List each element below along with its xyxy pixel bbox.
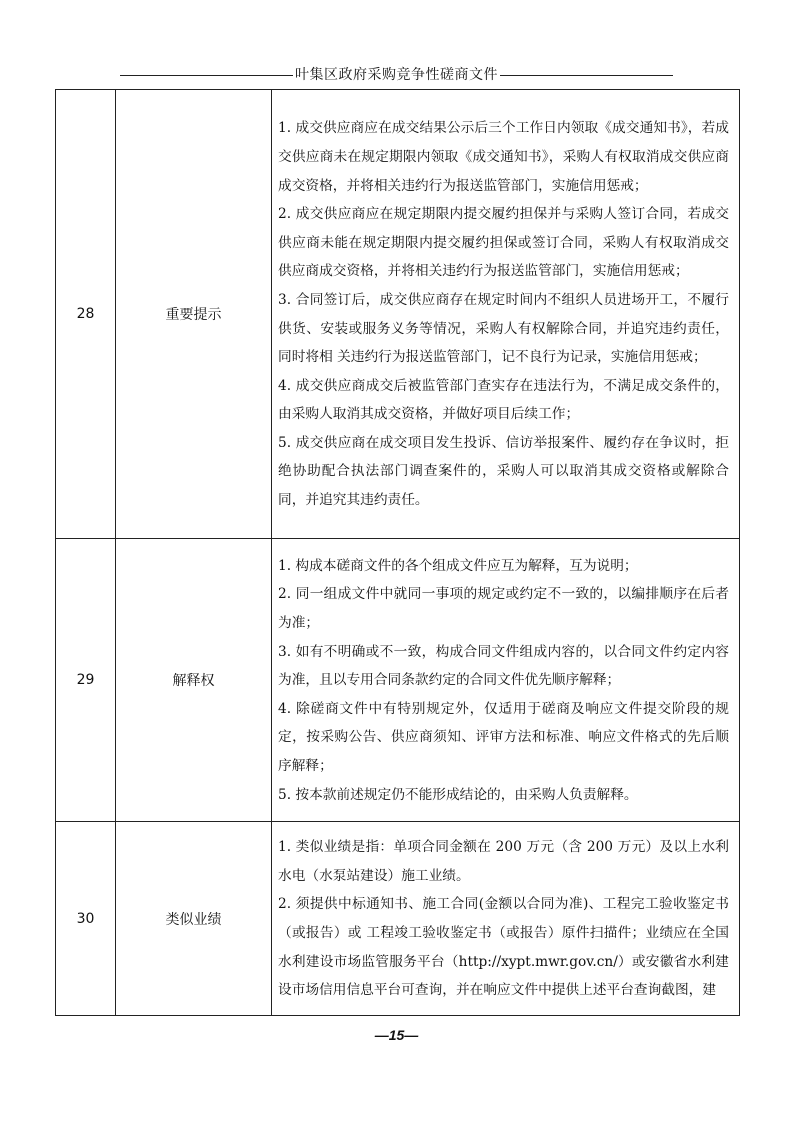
document-header [120, 62, 673, 86]
clause-paragraph: 2. 同一组成文件中就同一事项的规定或约定不一致的，以编排顺序在后者为准； [278, 586, 729, 632]
page-number: —15— [374, 1027, 419, 1043]
clause-paragraph: 4. 除磋商文件中有特别规定外，仅适用于磋商及响应文件提交阶段的规定，按采购公告、供应商须知、评审方法和标准、响应文件格式的先后顺序解释； [278, 700, 729, 774]
clause-content [272, 539, 740, 822]
clause-number: 29 [56, 539, 116, 822]
clause-paragraph: 4. 成交供应商成交后被监管部门查实存在违法行为，不满足成交条件的，由采购人取消其成交资格，并做好项目后续工作； [278, 377, 729, 423]
clause-paragraph: 5. 按本款前述规定仍不能形成结论的，由采购人负责解释。 [278, 786, 638, 803]
clause-name: 解释权 [116, 539, 272, 822]
table-row [56, 822, 740, 1016]
table-row [56, 539, 740, 822]
clause-number: 30 [56, 822, 116, 1016]
clause-paragraph: 5. 成交供应商在成交项目发生投诉、信访举报案件、履约存在争议时，拒绝协助配合执法部门调查案件的，采购人可以取消其成交资格或解除合同，并追究其违约责任。 [278, 434, 729, 509]
clause-paragraph: 2. 须提供中标通知书、施工合同(金额以合同为准)、工程完工验收鉴定书（或报告）或 工程竣工验收鉴定书（或报告）原件扫描件；业绩应在全国水利建设市场监管服务平台（http://xypt.mwr.gov.cn/）或安徽省水利建设市场信用信息平台可查询，并在响应文件中提供上述平台查询截图，建 [278, 896, 729, 999]
clauses-table [55, 89, 740, 1016]
clause-paragraph: 2. 成交供应商应在规定期限内提交履约担保并与采购人签订合同，若成交供应商未能在规定期限内提交履约担保或签订合同，采购人有权取消成交供应商成交资格，并将相关违约行为报送监管部门，实施信用惩戒； [278, 206, 729, 280]
clause-name: 重要提示 [116, 90, 272, 539]
header-rule-left [120, 75, 293, 76]
clause-paragraph: 1. 类似业绩是指：单项合同金额在 200 万元（含 200 万元）及以上水利水电（水泵站建设）施工业绩。 [278, 839, 729, 884]
clause-content [272, 822, 740, 1016]
clause-paragraph: 3. 合同签订后，成交供应商存在规定时间内不组织人员进场开工，不履行供货、安装或服务义务等情况，采购人有权解除合同，并追究违约责任，同时将相 关违约行为报送监管部门，记不良行为记录，实施信用惩戒； [278, 291, 729, 366]
clause-name: 类似业绩 [116, 822, 272, 1016]
clause-number: 28 [56, 90, 116, 539]
clause-content [272, 90, 740, 539]
document-title: 叶集区政府采购竞争性磋商文件 [295, 67, 498, 83]
clause-paragraph: 1. 构成本磋商文件的各个组成文件应互为解释，互为说明； [278, 557, 638, 574]
clause-paragraph: 1. 成交供应商应在成交结果公示后三个工作日内领取《成交通知书》，若成交供应商未在规定期限内领取《成交通知书》，采购人有权取消成交供应商成交资格，并将相关违约行为报送监管部门，实施信用惩戒； [278, 120, 729, 194]
header-rule-right [500, 75, 673, 76]
table-row [56, 90, 740, 539]
clause-paragraph: 3. 如有不明确或不一致，构成合同文件组成内容的，以合同文件约定内容为准，且以专用合同条款约定的合同文件优先顺序解释； [278, 643, 729, 689]
